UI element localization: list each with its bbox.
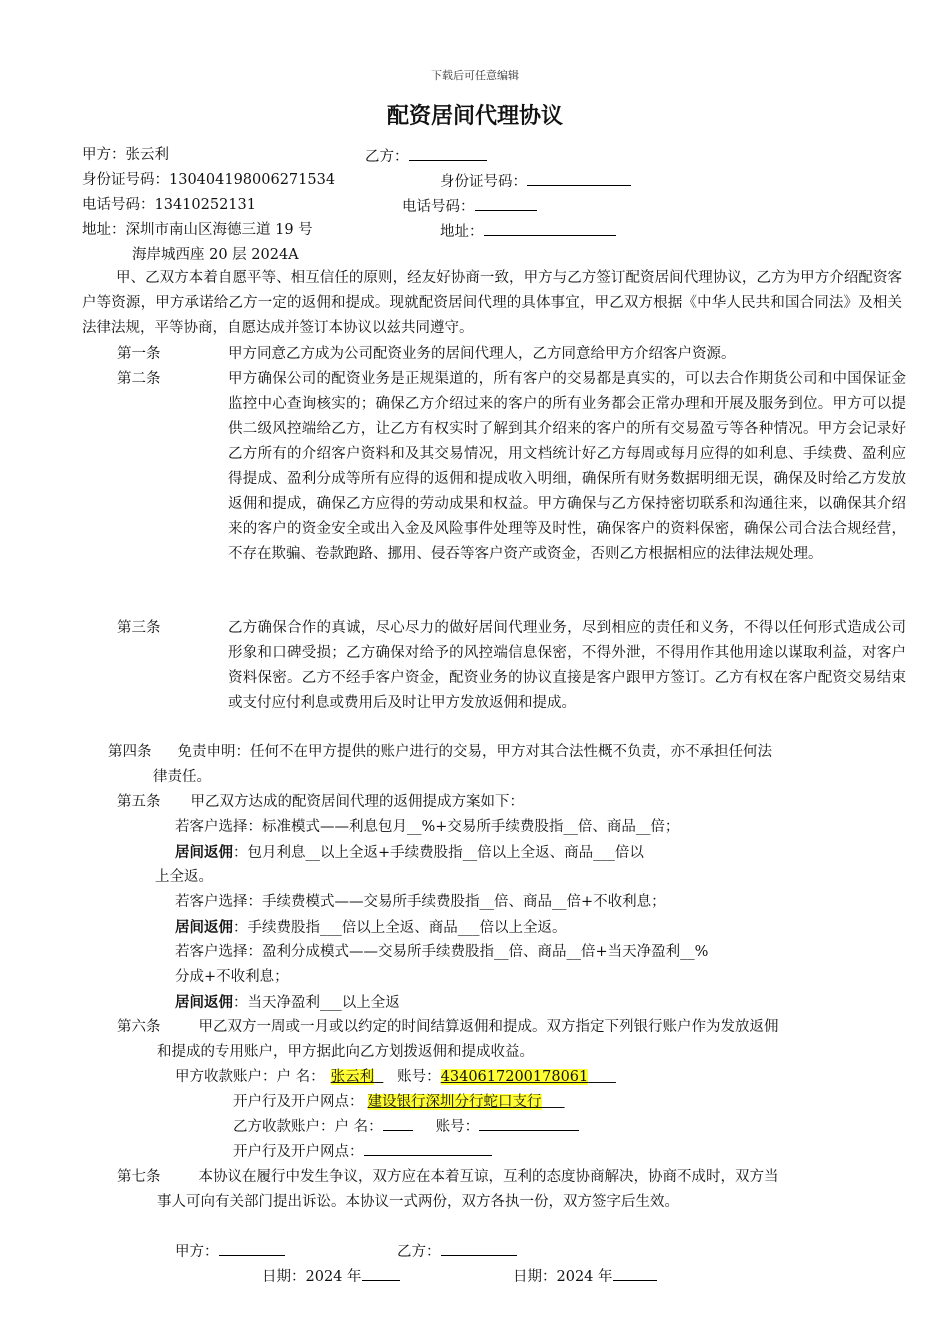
- party-a-account-no: 4340617200178061: [440, 1069, 589, 1085]
- party-a-date-row: [262, 1265, 400, 1290]
- article-7-line1: [117, 1165, 779, 1190]
- article-5-option-3-cont: 分成+不收利息；: [175, 969, 289, 985]
- party-a-address-line1: 深圳市南山区海德三道 19 号: [125, 222, 313, 238]
- rebate-label: 居间返佣: [175, 844, 233, 861]
- party-a-date-blank[interactable]: [362, 1265, 400, 1281]
- account-no-label: 账号：: [435, 1119, 480, 1135]
- party-a-phone-row: [82, 195, 256, 215]
- party-b-date-blank[interactable]: [613, 1265, 657, 1281]
- party-b-phone-row: [402, 195, 537, 217]
- article-4-line2: 律责任。: [153, 769, 211, 785]
- article-5-label: 第五条: [117, 794, 161, 810]
- party-a-signature-row: [175, 1240, 285, 1265]
- article-4-line1: [108, 740, 772, 765]
- article-5-option-1: 若客户选择：标准模式——利息包月__%+交易所手续费股指__倍、商品__倍；: [175, 819, 680, 835]
- article-4-label: 第四条: [108, 744, 152, 760]
- rebate-text: ：包月利息__以上全返+手续费股指__倍以上全返、商品___倍以: [233, 845, 644, 861]
- party-a-date-label: 日期：2024 年: [262, 1269, 362, 1285]
- article-5-option-1-rebate-cont: 上全返。: [155, 869, 213, 885]
- party-b-signature-row: [397, 1240, 517, 1265]
- party-b-account-row: [233, 1115, 579, 1140]
- party-b-id-blank[interactable]: [527, 170, 631, 186]
- article-5-intro: 甲乙双方达成的配资居间代理的返佣提成方案如下：: [190, 794, 524, 810]
- article-7-line2: 事人可向有关部门提出诉讼。本协议一式两份，双方各执一份，双方签字后生效。: [157, 1194, 679, 1210]
- party-a-bank: 建设银行深圳分行蛇口支行: [367, 1094, 542, 1110]
- rebate-text: ：当天净盈利___以上全返: [233, 995, 400, 1011]
- rebate-label: 居间返佣: [175, 994, 233, 1011]
- article-6-line2: 和提成的专用账户，甲方据此向乙方划拨返佣和提成收益。: [157, 1044, 534, 1060]
- document-title: 配资居间代理协议: [386, 103, 563, 129]
- article-6-text: 甲乙双方一周或一月或以约定的时间结算返佣和提成。双方指定下列银行账户作为发放返佣: [198, 1019, 779, 1035]
- party-a-signature-label: 甲方：: [175, 1244, 219, 1260]
- party-a-phone: 13410252131: [154, 197, 256, 213]
- account-no-label: 账号：: [397, 1069, 441, 1085]
- party-a-account-name: 张云利: [330, 1069, 375, 1085]
- party-b-address-label: 地址：: [440, 224, 484, 240]
- article-4-text: 免责申明：任何不在甲方提供的账户进行的交易，甲方对其合法性概不负责，亦不承担任何法: [177, 744, 772, 760]
- party-b-bank-label: 开户行及开户网点：: [233, 1144, 364, 1160]
- party-b-account-name-blank[interactable]: [383, 1115, 413, 1131]
- party-a-address-line2: 海岸城西座 20 层 2024A: [132, 247, 299, 263]
- article-1-label: 第一条: [117, 346, 161, 362]
- intro-paragraph: 甲、乙双方本着自愿平等、相互信任的原则，经友好协商一致，甲方与乙方签订配资居间代理协议，乙方为甲方介绍配资客户等资源，甲方承诺给乙方一定的返佣和提成。现就配资居间代理的具体事宜，甲乙双方根据《中华人民共和国合同法》及相关法律法规，平等协商，自愿达成并签订本协议以兹共同遵守。: [82, 270, 902, 336]
- party-b-address-row: [440, 220, 616, 242]
- party-a-bank-row: [233, 1090, 565, 1115]
- party-a-name: 张云利: [125, 147, 169, 163]
- party-a-account-row: [175, 1065, 616, 1090]
- party-b-bank-blank[interactable]: [364, 1140, 492, 1156]
- party-b-bank-row: [233, 1140, 492, 1165]
- article-3-text: 乙方确保合作的真诚，尽心尽力的做好居间代理业务，尽到相应的责任和义务，不得以任何形式造成公司形象和口碑受损；乙方确保对给予的风控端信息保密，不得外泄，不得用作其他用途以谋取利益，对客户资料保密。乙方不经手客户资金，配资业务的协议直接是客户跟甲方签订。乙方有权在客户配资交易结束或支付应付利息或费用后及时让甲方发放返佣和提成。: [228, 620, 906, 711]
- article-3-label: 第三条: [117, 620, 161, 636]
- article-7-text: 本协议在履行中发生争议，双方应在本着互谅，互利的态度协商解决，协商不成时，双方当: [198, 1169, 779, 1185]
- article-5-option-1-rebate: [175, 840, 644, 866]
- party-b-id-label: 身份证号码：: [440, 174, 527, 190]
- party-b-phone-blank[interactable]: [475, 195, 537, 211]
- article-5-option-3-rebate: [175, 990, 400, 1016]
- party-b-label: 乙方：: [365, 149, 409, 165]
- party-b-name-blank[interactable]: [409, 145, 487, 161]
- party-b-account-label: 乙方收款账户：户 名：: [233, 1119, 383, 1135]
- article-1-text: 甲方同意乙方成为公司配资业务的居间代理人，乙方同意给甲方介绍客户资源。: [228, 346, 736, 362]
- party-b-address-blank[interactable]: [484, 220, 616, 236]
- article-6-label: 第六条: [117, 1019, 161, 1035]
- party-b-account-no-blank[interactable]: [479, 1115, 579, 1131]
- party-a-phone-label: 电话号码：: [82, 197, 155, 213]
- article-2-label: 第二条: [117, 371, 161, 387]
- party-b-date-row: [513, 1265, 657, 1290]
- article-5-line1: [117, 790, 524, 815]
- rebate-text: ：手续费股指___倍以上全返、商品___倍以上全返。: [233, 920, 567, 936]
- party-a-address-row: [82, 220, 313, 240]
- party-a-id-row: [82, 170, 335, 190]
- party-a-id-label: 身份证号码：: [82, 172, 169, 188]
- party-a-signature-blank[interactable]: [219, 1240, 285, 1256]
- article-2-text: 甲方确保公司的配资业务是正规渠道的，所有客户的交易都是真实的，可以去合作期货公司和中国保证金监控中心查询核实的；确保乙方介绍过来的客户的所有业务都会正常办理和开展及服务到位。甲方可以提供二级风控端给乙方，让乙方有权实时了解到其介绍来的客户的所有交易盈亏等各种情况。甲方会记录好乙方所有的介绍客户资料和及其交易情况，用文档统计好乙方每周或每月应得的如利息、手续费、盈利应得提成、盈利分成等所有应得的返佣和提成收入明细，确保所有财务数据明细无误，确保及时给乙方发放返佣和提成，确保乙方应得的劳动成果和权益。甲方确保与乙方保持密切联系和沟通往来，以确保其介绍来的客户的资金安全或出入金及风险事件处理等及时性，确保客户的资料保密，确保公司合法合规经营，不存在欺骗、卷款跑路、挪用、侵吞等客户资产或资金，否则乙方根据相应的法律法规处理。: [228, 371, 906, 562]
- article-7-label: 第七条: [117, 1169, 161, 1185]
- party-a-id: 130404198006271534: [169, 172, 336, 188]
- party-b-name-row: [365, 145, 487, 167]
- article-5-option-2: 若客户选择：手续费模式——交易所手续费股指__倍、商品__倍+不收利息；: [175, 894, 666, 910]
- header-note: 下载后可任意编辑: [431, 69, 519, 82]
- article-5-option-3: 若客户选择：盈利分成模式——交易所手续费股指__倍、商品__倍+当天净盈利__%: [175, 944, 709, 960]
- party-a-label: 甲方：: [82, 147, 126, 163]
- party-b-signature-blank[interactable]: [441, 1240, 517, 1256]
- party-b-date-label: 日期：2024 年: [513, 1269, 613, 1285]
- party-b-phone-label: 电话号码：: [402, 199, 475, 215]
- rebate-label: 居间返佣: [175, 919, 233, 936]
- party-a-name-row: [82, 145, 169, 165]
- party-a-bank-label: 开户行及开户网点：: [233, 1094, 364, 1110]
- party-a-address-label: 地址：: [82, 222, 126, 238]
- party-a-account-label: 甲方收款账户：户 名：: [175, 1069, 325, 1085]
- party-b-id-row: [440, 170, 631, 192]
- party-b-signature-label: 乙方：: [397, 1244, 441, 1260]
- article-5-option-2-rebate: [175, 915, 567, 941]
- article-6-line1: [117, 1015, 779, 1040]
